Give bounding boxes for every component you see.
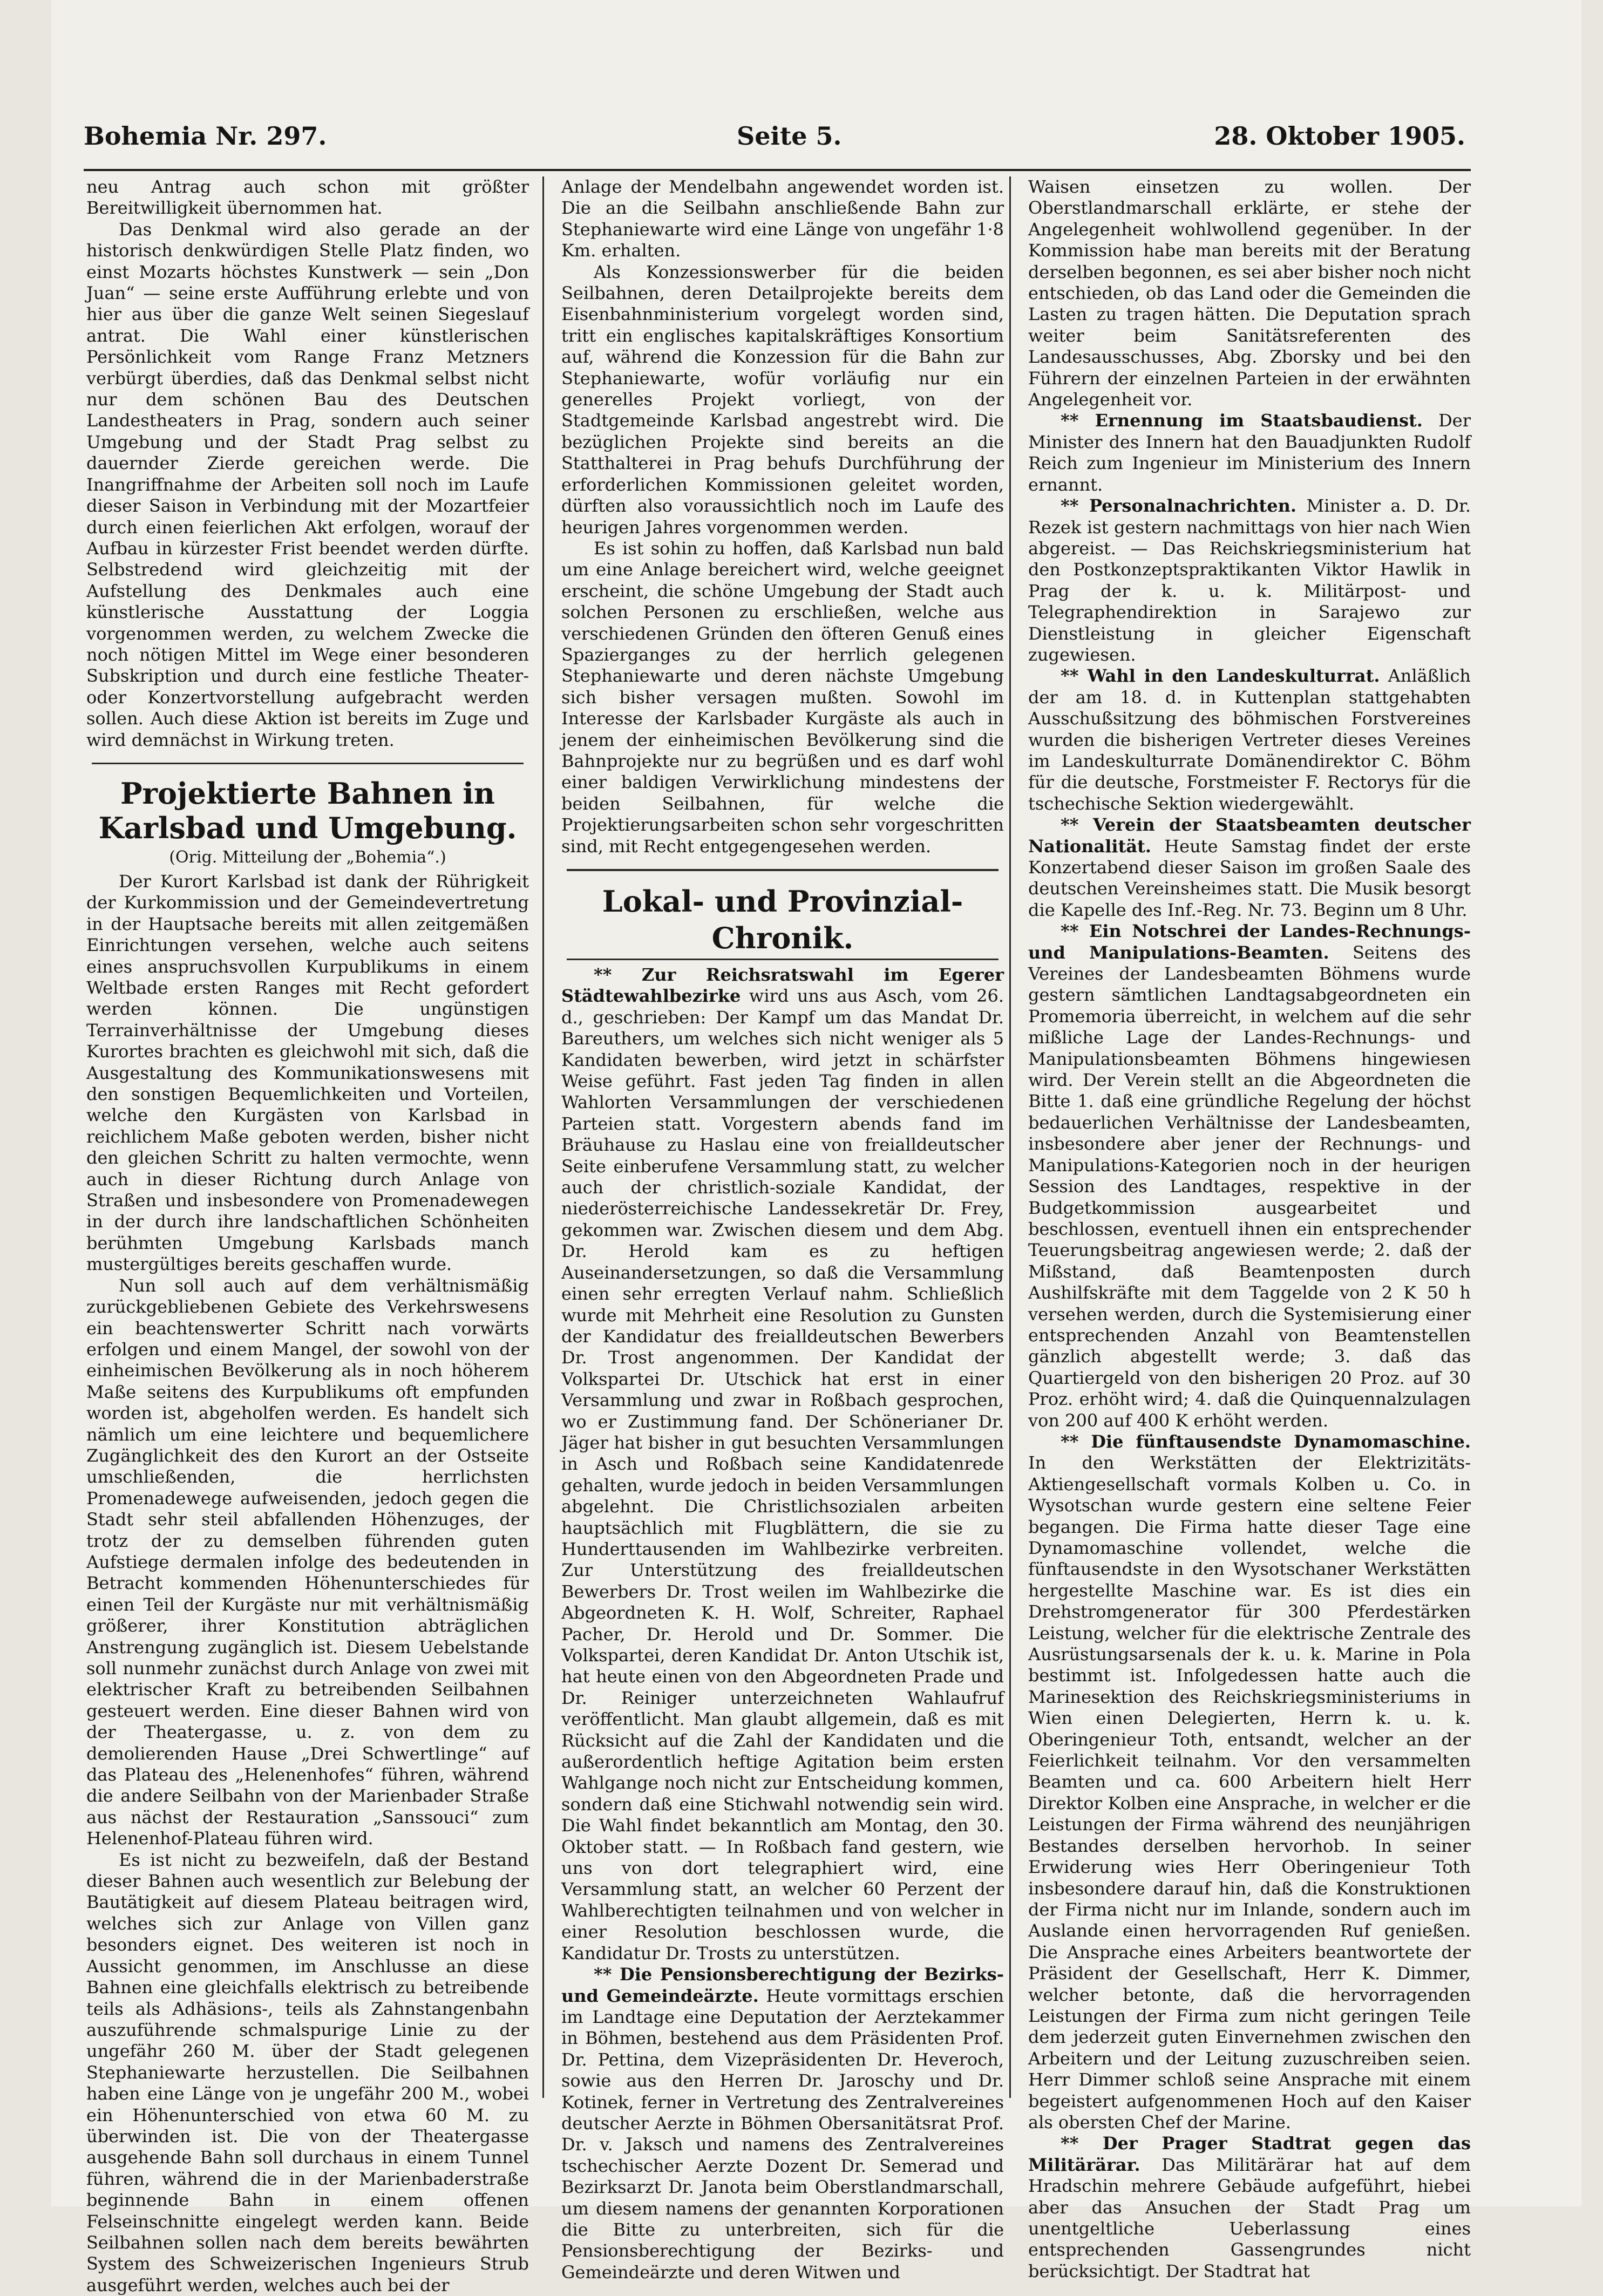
news-item: [1028, 410, 1471, 495]
article-byline: (Orig. Mitteilung der „Bohemia“.): [169, 847, 446, 867]
news-item: [1028, 814, 1471, 921]
paragraph: Der Kurort Karlsbad ist dank der Rührigkeit der Kurkommission und der Gemeindevertretung in der Hauptsache bereits mit allen zeitgemäßen Einrichtungen versehen, welche auch seitens eines anspruchsvollen Kurpublikums in einem Weltbade ersten Ranges mit Recht gefordert werden können. Die ungünstigen Terrainverhältnisse der Umgebung dieses Kurortes brachten es gleichwohl mit sich, daß die Ausgestaltung des Kommunikationswesens mit den sonstigen Bequemlichkeiten und Vorteilen, welche den Kurgästen von Karlsbad in reichlichem Maße geboten werden, bisher nicht den gleichen Schritt zu halten vermochte, wenn auch in dieser Richtung durch Anlage von Straßen und insbesondere von Promenadewegen in der durch ihre landschaftlichen Schönheiten berühmten Umgebung Karlsbads manch mustergültiges bereits geschaffen wurde.: [86, 871, 529, 1275]
section-heading: Lokal- und Provinzial-Chronik.: [602, 884, 963, 955]
news-item-body: Minister a. D. Dr. Rezek ist gestern nachmittags von hier nach Wien abgereist. — Das Reichskriegsministerium hat den Postkonzeptspraktikanten Viktor Hawlik in Prag der k. u. k. Militärpost- und Telegraphendirektion in Sarajewo zur Dienstleistung in gleicher Eigenschaft zugewiesen.: [1028, 495, 1471, 665]
news-item-title: ** Wahl in den Landeskulturrat.: [1061, 665, 1380, 687]
news-item-body: Der Minister des Innern hat den Bauadjunkten Rudolf Reich zum Ingenieur im Ministerium des Innern ernannt.: [1028, 410, 1471, 495]
article-divider: [92, 763, 524, 764]
news-item-body: Heute Samstag findet der erste Konzertabend dieser Saison im großen Saale des deutschen Vereinsheimes statt. Die Musik besorgt die Kapelle des Inf.-Reg. Nr. 73. Beginn um 8 Uhr.: [1028, 835, 1471, 920]
paragraph: Das Denkmal wird also gerade an der historisch denkwürdigen Stelle Platz finden, wo einst Mozarts höchstes Kunstwerk — sein „Don Juan“ — seine erste Aufführung erlebte und von hier aus über die ganze Welt seinen Siegeslauf antrat. Die Wahl einer künstlerischen Persönlichkeit vom Range Franz Metzners verbürgt überdies, daß das Denkmal selbst nicht nur dem schönen Bau des Deutschen Landestheaters in Prag, sondern auch seiner Umgebung und der Stadt Prag selbst zu dauernder Zierde gereichen werde. Die Inangriffnahme der Arbeiten soll noch im Laufe dieser Saison in Verbindung mit der Mozartfeier durch einen feierlichen Akt erfolgen, worauf der Aufbau in kürzester Frist beendet werden dürfte. Selbstredend wird gleichzeitig mit der Aufstellung des Denkmales auch eine künstlerische Ausstattung der Loggia vorgenommen werden, zu welchem Zwecke die noch nötigen Mittel im Wege einer besonderen Subskription und durch eine festliche Theater- oder Konzertvorstellung aufgebracht werden sollen. Auch diese Aktion ist bereits im Zuge und wird demnächst in Wirkung treten.: [86, 219, 529, 750]
news-item: [1028, 2133, 1471, 2282]
news-item: [561, 1964, 1004, 2283]
news-item: [1028, 665, 1471, 814]
header-publication: Bohemia Nr. 297.: [84, 121, 327, 151]
news-item-title: ** Verein der Staatsbeamten deutscher Nationalität.: [1028, 814, 1471, 857]
paragraph: Es ist sohin zu hoffen, daß Karlsbad nun bald um eine Anlage bereichert wird, welche geeignet erscheint, die schöne Umgebung der Stadt auch solchen Personen zu erschließen, welche aus verschiedenen Gründen den öfteren Genuß eines Spazierganges zu der herrlich gelegenen Stephaniewarte und deren nächste Umgebung sich bisher versagen mußten. Sowohl im Interesse der Karlsbader Kurgäste als auch in jenem der einheimischen Bevölkerung sind die Bahnprojekte nur zu begrüßen und es darf wohl einer baldigen Verwirklichung mindestens der beiden Seilbahnen, für welche die Projektierungsarbeiten schon sehr vorgeschritten sind, mit Recht entgegengesehen werden.: [561, 538, 1004, 857]
page-header: [84, 120, 1465, 158]
header-date: 28. Oktober 1905.: [1214, 121, 1465, 151]
news-item-title: ** Zur Reichsratswahl im Egerer Städtewahlbezirke: [561, 964, 1004, 1007]
section-divider: [567, 959, 999, 960]
section-divider: [567, 869, 999, 871]
column-1: [86, 176, 529, 2295]
header-page-number: Seite 5.: [737, 121, 842, 151]
paragraph: Es ist nicht zu bezweifeln, daß der Bestand dieser Bahnen auch wesentlich zur Belebung der Bautätigkeit auf diesem Plateau beitragen wird, welches sich zur Anlage von Villen ganz besonders eignet. Des weiteren ist noch in Aussicht genommen, im Anschlusse an diese Bahnen eine gleichfalls elektrisch zu betreibende teils als Adhäsions-, teils als Zahnstangenbahn auszuführende schmalspurige Linie zu der ungefähr 260 M. über der Stadt gelegenen Stephaniewarte herzustellen. Die Seilbahnen haben eine Länge von je ungefähr 200 M., wobei ein Höhenunterschied von etwa 60 M. zu überwinden ist. Die von der Theatergasse ausgehende Bahn soll durchaus in einem Tunnel führen, während die in der Marienbaderstraße beginnende Bahn in einem offenen Felseinschnitte eingelegt werden kann. Beide Seilbahnen sollen nach dem bereits bewährten System des Schweizerischen Ingenieurs Strub ausgeführt werden, welches auch bei der: [86, 1849, 529, 2295]
news-item-title: ** Der Prager Stadtrat gegen das Militärärar.: [1028, 2133, 1471, 2175]
news-item-title: ** Ernennung im Staatsbaudienst.: [1061, 410, 1423, 431]
news-item-body: Seitens des Vereines der Landesbeamten Böhmens wurde gestern sämtlichen Landtagsabgeordneten ein Promemoria überreicht, in welchem auf die sehr mißliche Lage der Landes-Rechnungs- und Manipulationsbeamten Böhmens hingewiesen wird. Der Verein stellt an die Abgeordneten die Bitte 1. daß eine gründliche Regelung der höchst bedauerlichen Verhältnisse der Landesbeamten, insbesondere aber jener der Rechnungs- und Manipulations-Kategorien noch in der heurigen Session des Landtages, respektive in der Budgetkommission ausgearbeitet und beschlossen, eventuell ihnen ein entsprechender Teuerungsbeitrag angewiesen werde; 2. daß der Mißstand, daß Beamtenposten durch Aushilfskräfte mit dem Taggelde von 2 K 50 h versehen werden, durch die Systemisierung einer entsprechenden Anzahl von Beamtenstellen gänzlich abgestellt werde; 3. daß das Quartiergeld von den bisherigen 20 Proz. auf 30 Proz. erhöht wird; 4. daß die Quinquennalzulagen von 200 auf 400 K erhöht werden.: [1028, 942, 1471, 1431]
news-item: [1028, 921, 1471, 1431]
news-item-title: ** Die Pensionsberechtigung der Bezirks- und Gemeindeärzte.: [561, 1964, 1004, 2006]
column-2: [561, 176, 1004, 2283]
column-divider: [542, 176, 544, 2098]
news-item: [561, 964, 1004, 1964]
article-headline: Projektierte Bahnen in Karlsbad und Umgebung.: [98, 776, 517, 845]
column-divider: [1009, 176, 1011, 2098]
news-item: [1028, 1431, 1471, 2133]
paragraph: Als Konzessionswerber für die beiden Seilbahnen, deren Detailprojekte bereits dem Eisenbahnministerium vorgelegt worden sind, tritt ein englisches kapitalskräftiges Konsortium auf, während die Konzession für die Bahn zur Stephaniewarte, wofür vorläufig nur ein generelles Projekt vorliegt, von der Stadtgemeinde Karlsbad angestrebt wird. Die bezüglichen Projekte sind bereits an die Statthalterei in Prag behufs Durchführung der erforderlichen Kommissionen geleitet worden, dürften also voraussichtlich noch im Laufe des heurigen Jahres vorgenommen werden.: [561, 261, 1004, 538]
paragraph: Waisen einsetzen zu wollen. Der Oberstlandmarschall erklärte, er stehe der Angelegenheit wohlwollend gegenüber. In der Kommission habe man bereits mit der Beratung derselben begonnen, es sei aber bisher noch nicht entschieden, ob das Land oder die Gemeinden die Lasten zu tragen hätten. Die Deputation sprach weiter beim Sanitätsreferenten des Landesausschusses, Abg. Zborsky und bei den Führern der einzelnen Parteien in der erwähnten Angelegenheit vor.: [1028, 176, 1471, 410]
news-item-body: In den Werkstätten der Elektrizitäts-Aktiengesellschaft vormals Kolben u. Co. in Wysotschan wurde gestern eine seltene Feier begangen. Die Firma hatte dieser Tage eine Dynamomaschine vollendet, welche die fünftausendste in den Wysotschaner Werkstätten hergestellte Maschine war. Es ist dies ein Drehstromgenerator für 300 Pferdestärken Leistung, welcher für die elektrische Zentrale des Ausrüstungsarsenals der k. u. k. Marine in Pola bestimmt ist. Infolgedessen hatte auch die Marinesektion des Reichskriegsministeriums in Wien einen Delegierten, Herrn k. u. k. Oberingenieur Toth, entsandt, welcher an der Feierlichkeit teilnahm. Vor den versammelten Beamten und ca. 600 Arbeitern hielt Herr Direktor Kolben eine Ansprache, in welcher er die Leistungen der Firma während des neunjährigen Bestandes derselben hervorhob. In seiner Erwiderung wies Herr Oberingenieur Toth insbesondere darauf hin, daß die Konstruktionen der Firma nicht nur im Inlande, sondern auch im Auslande einen hervorragenden Ruf genießen. Die Ansprache eines Arbeiters beantwortete der Präsident der Gesellschaft, Herr K. Dimmer, welcher betonte, daß die hervorragenden Leistungen der Firma zum nicht geringen Teile dem jederzeit guten Einvernehmen zwischen den Arbeitern und der Leitung zuzuschreiben seien. Herr Dimmer schloß seine Ansprache mit einem begeistert aufgenommenen Hoch auf den Kaiser als obersten Chef der Marine.: [1028, 1452, 1471, 2132]
news-item-title: ** Die fünftausendste Dynamomaschine.: [1061, 1431, 1471, 1452]
news-item-title: ** Ein Notschrei der Landes-Rechnungs- und Manipulations-Beamten.: [1028, 921, 1471, 963]
paragraph: Anlage der Mendelbahn angewendet worden ist. Die an die Seilbahn anschließende Bahn zur Stephaniewarte wird eine Länge von ungefähr 1·8 Km. erhalten.: [561, 176, 1004, 261]
news-item-body: wird uns aus Asch, vom 26. d., geschrieben: Der Kampf um das Mandat Dr. Bareuthers, um welches sich nicht weniger als 5 Kandidaten bewerben, wird jetzt in schärfster Weise geführt. Fast jeden Tag finden in allen Wahlorten Versammlungen der verschiedenen Parteien statt. Vorgestern abends fand im Bräuhause zu Haslau eine von freialldeutscher Seite einberufene Versammlung statt, zu welcher auch der christlich-soziale Kandidat, der niederösterreichische Landessekretär Dr. Frey, gekommen war. Zwischen diesem und dem Abg. Dr. Herold kam es zu heftigen Auseinandersetzungen, so daß die Versammlung einen sehr erregten Verlauf nahm. Schließlich wurde mit Mehrheit eine Resolution zu Gunsten der Kandidatur des freialldeutschen Bewerbers Dr. Trost angenommen. Der Kandidat der Volkspartei Dr. Utschick hat erst in einer Versammlung und zwar in Roßbach gesprochen, wo er Zustimmung fand. Der Schönerianer Dr. Jäger hat bisher in gut besuchten Versammlungen in Asch und Roßbach seine Kandidatenrede gehalten, wurde jedoch in beiden Versammlungen abgelehnt. Die Christlichsozialen arbeiten hauptsächlich mit Flugblättern, die sie zu Hunderttausenden im Wahlbezirke verbreiten. Zur Unterstützung des freialldeutschen Bewerbers Dr. Trost weilen im Wahlbezirke die Abgeordneten K. H. Wolf, Schreiter, Raphael Pacher, Dr. Herold und Dr. Sommer. Die Volkspartei, deren Kandidat Dr. Anton Utschik ist, hat heute einen von den Abgeordneten Prade und Dr. Reiniger unterzeichneten Wahlaufruf veröffentlicht. Man glaubt allgemein, daß es mit Rücksicht auf die Zahl der Kandidaten und die außerordentlich heftige Agitation beim ersten Wahlgange noch nicht zur Entscheidung kommen, sondern daß eine Stichwahl notwendig sein wird. Die Wahl findet bekanntlich am Montag, den 30. Oktober statt. — In Roßbach fand gestern, wie uns von dort telegraphiert wird, eine Versammlung statt, an welcher 60 Perzent der Wahlberechtigten teilnahmen und von welcher in einer Resolution beschlossen wurde, die Kandidatur Dr. Trosts zu unterstützen.: [561, 986, 1004, 1964]
news-item-title: ** Personalnachrichten.: [1061, 495, 1296, 517]
paragraph: neu Antrag auch schon mit größter Bereitwilligkeit übernommen hat.: [86, 176, 529, 219]
news-item: [1028, 495, 1471, 665]
header-rule: [84, 169, 1471, 171]
news-item-body: Das Militärärar hat auf dem Hradschin mehrere Gebäude aufgeführt, hiebei aber das Ansuchen der Stadt Prag um unentgeltliche Ueberlassung eines entsprechenden Gassengrundes nicht berücksichtigt. Der Stadtrat hat: [1028, 2154, 1471, 2281]
paragraph: Nun soll auch auf dem verhältnismäßig zurückgebliebenen Gebiete des Verkehrswesens ein beachtenswerter Schritt nach vorwärts erfolgen und einem Mangel, der sowohl von der einheimischen Bevölkerung als in noch höherem Maße seitens des Kurpublikums oft empfunden worden ist, abgeholfen werden. Es handelt sich nämlich um eine leichtere und bequemlichere Zugänglichkeit des den Kurort an der Ostseite umschließenden, die herrlichsten Promenadewege aufweisenden, jedoch gegen die Stadt sehr steil abfallenden Höhenzuges, der trotz der zu demselben führenden guten Aufstiege dermalen infolge des bedeutenden in Betracht kommenden Höhenunterschiedes für einen Teil der Kurgäste nur mit verhältnismäßig größerer, ihrer Konstitution abträglichen Anstrengung zugänglich ist. Diesem Uebelstande soll nunmehr zunächst durch Anlage von zwei mit elektrischer Kraft zu betreibenden Seilbahnen gesteuert werden. Eine dieser Bahnen wird von der Theatergasse, u. z. von dem zu demolierenden Hause „Drei Schwertlinge“ auf das Plateau des „Helenenhofes“ führen, während die andere Seilbahn von der Marienbader Straße aus nächst der Restauration „Sanssouci“ zum Helenenhof-Plateau führen wird.: [86, 1275, 529, 1849]
news-item-body: Heute vormittags erschien im Landtage eine Deputation der Aerztekammer in Böhmen, bestehend aus dem Präsidenten Prof. Dr. Pettina, dem Vizepräsidenten Dr. Heveroch, sowie aus den Herren Dr. Jaroschy und Dr. Kotinek, ferner in Vertretung des Zentralvereines deutscher Aerzte in Böhmen Obersanitätsrat Prof. Dr. v. Jaksch und namens des Zentralvereines tschechischer Aerzte Dozent Dr. Semerad und Bezirksarzt Dr. Janota beim Oberstlandmarschall, um diesem namens der genannten Korporationen die Bitte zu unterbreiten, sich für die Pensionsberechtigung der Bezirks- und Gemeindeärzte und deren Witwen und: [561, 1985, 1004, 2283]
news-item-body: Anläßlich der am 18. d. in Kuttenplan stattgehabten Ausschußsitzung des böhmischen Forstvereines wurden die bisherigen Vertreter dieses Vereines im Landeskulturrate Domänendirektor C. Böhm für die deutsche, Forstmeister F. Rectorys für die tschechische Sektion wiedergewählt.: [1028, 665, 1471, 814]
column-3: [1028, 176, 1471, 2281]
